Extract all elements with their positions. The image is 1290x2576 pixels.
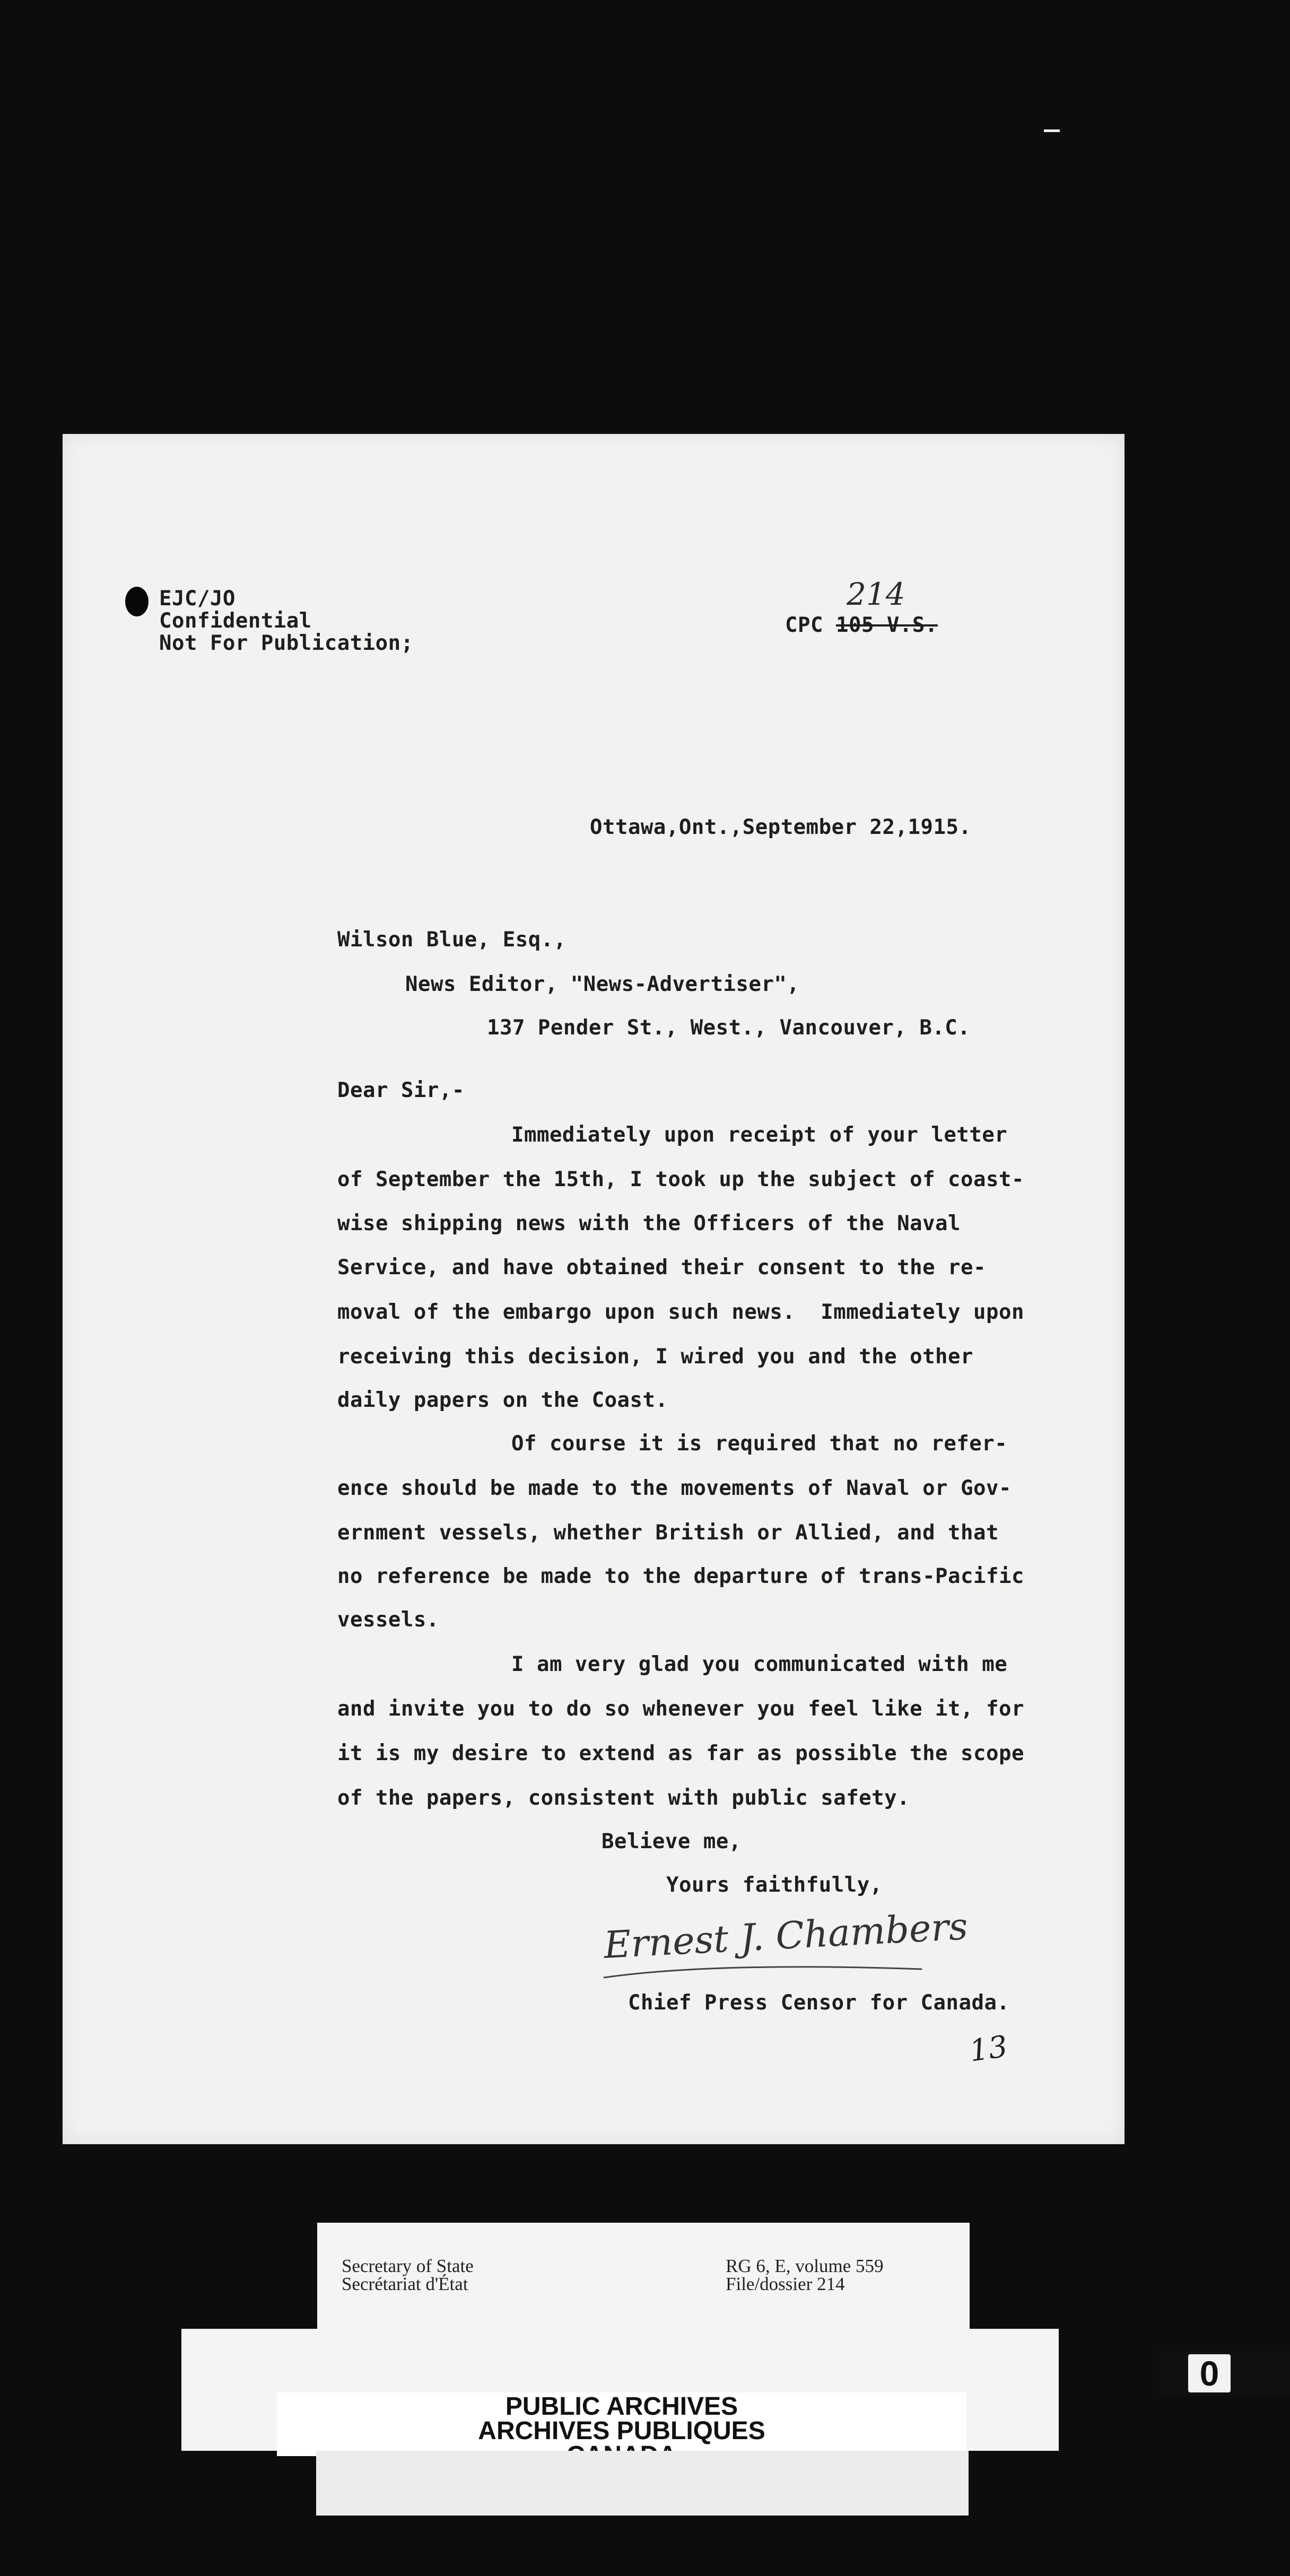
signature-flourish: [598, 1962, 927, 1983]
body-line: of the papers, consistent with public safety.: [337, 1786, 910, 1810]
department-en: Secretary of State: [342, 2256, 474, 2276]
stamp-line-en: PUBLIC ARCHIVES: [505, 2392, 738, 2421]
body-line: ence should be made to the movements of Naval or Gov-: [337, 1476, 1012, 1500]
body-line: wise shipping news with the Officers of the Naval: [337, 1212, 961, 1235]
body-line: it is my desire to extend as far as possible the scope: [337, 1742, 1024, 1765]
archive-reference: RG 6, E, volume 559: [726, 2256, 884, 2276]
archive-stamp: [277, 2392, 966, 2456]
closing-yours: Yours faithfully,: [666, 1873, 883, 1897]
body-line: daily papers on the Coast.: [337, 1388, 668, 1412]
body-line: vessels.: [337, 1608, 439, 1632]
salutation: Dear Sir,-: [337, 1078, 465, 1102]
body-line: moval of the embargo upon such news. Immediately upon: [337, 1300, 1024, 1324]
department-fr: Secrétariat d'État: [342, 2274, 468, 2294]
body-line: ernment vessels, whether British or Allied, and that: [337, 1521, 999, 1545]
body-line: of September the 15th, I took up the subject of coast-: [337, 1168, 1024, 1191]
ref-initials: EJC/JO: [159, 587, 236, 611]
addressee-title: News Editor, "News-Advertiser",: [405, 972, 800, 996]
closing-believe: Believe me,: [602, 1830, 742, 1853]
addressee-name: Wilson Blue, Esq.,: [337, 928, 566, 952]
body-line: and invite you to do so whenever you feel like it, for: [337, 1697, 1024, 1721]
body-line: receiving this decision, I wired you and the other: [337, 1345, 973, 1369]
frame-number-box: [1188, 2354, 1231, 2392]
archive-stamp-card: [181, 2329, 1059, 2451]
file-handwritten: 214: [847, 576, 905, 612]
file-prefix: CPC: [785, 613, 823, 637]
letter-page: [63, 434, 1125, 2144]
body-line: no reference be made to the departure of trans-Pacific: [337, 1564, 1024, 1588]
classification: Confidential: [159, 609, 312, 633]
body-line: Service, and have obtained their consent to the re-: [337, 1256, 986, 1280]
body-line: I am very glad you communicated with me: [511, 1652, 1008, 1676]
signature: Ernest J. Chambers: [603, 1904, 969, 1967]
place-date: Ottawa,Ont.,September 22,1915.: [590, 815, 972, 839]
body-line: Of course it is required that no refer-: [511, 1432, 1008, 1456]
label-backing-strip: [316, 2451, 969, 2516]
signatory-title: Chief Press Censor for Canada.: [628, 1991, 1010, 2015]
body-line: Immediately upon receipt of your letter: [511, 1123, 1008, 1147]
restriction: Not For Publication;: [159, 631, 414, 655]
punch-hole: [125, 587, 149, 616]
page-mark: 13: [967, 2029, 1010, 2069]
frame-number: 0: [1199, 2354, 1219, 2393]
archive-file: File/dossier 214: [726, 2274, 845, 2294]
frame-number-tab: [1160, 2351, 1290, 2396]
stamp-line-fr: ARCHIVES PUBLIQUES: [478, 2417, 765, 2445]
film-mark: [1044, 129, 1060, 132]
addressee-address: 137 Pender St., West., Vancouver, B.C.: [487, 1016, 971, 1040]
file-struck: 105 V.S.: [836, 613, 938, 637]
